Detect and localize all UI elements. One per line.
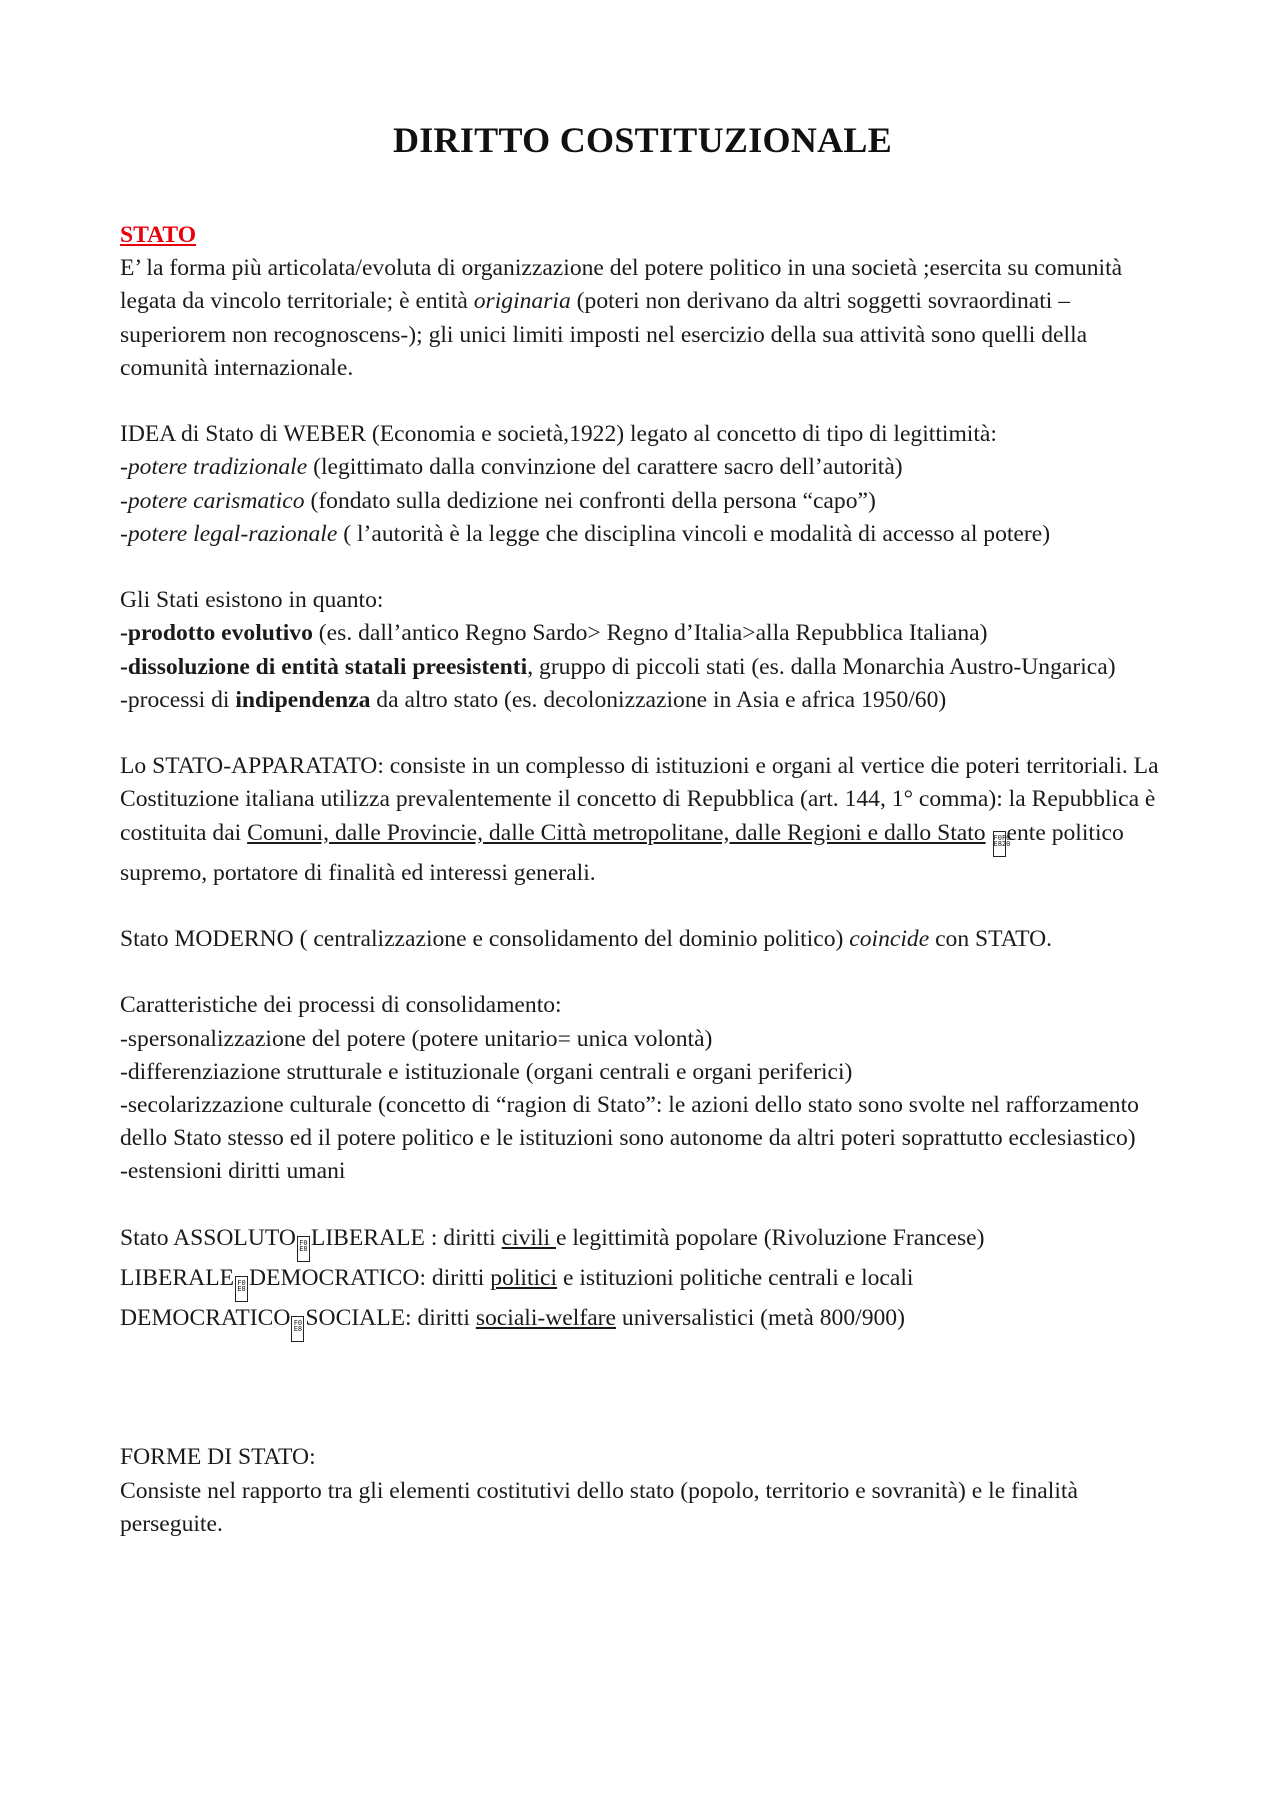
stato-definition: E’ la forma più articolata/evoluta di organizzazione del potere politico in una società ;esercita su comunità legata da vincolo territoriale; è entità originaria (poteri non derivano da altri soggetti sovraordinati –superiorem non recognoscens-); gli unici limiti imposti nel esercizio della sua attività sono quelli della comunità internazionale. — [120, 255, 1123, 381]
evoluzione-row-democratico: DEMOCRATICO F0 E8 SOCIALE: diritti sociali-welfare universalistici (metà 800/900) — [120, 1302, 1165, 1342]
stato-apparato-paragraph: Lo STATO-APPARATATO: consiste in un complesso di istituzioni e organi al vertice die poteri territoriali. La Costituzione italiana utilizza prevalentemente il concetto di Repubblica (art. 144, 1° comma): la Repubblica è costituita dai Comuni, dalle Provincie, dalle Città metropolitane, dalle Regioni e dallo Stato F0F0 E820ente politico supremo, portatore di finalità ed interessi generali. — [120, 753, 1159, 886]
esistono-item-dissoluzione: -dissoluzione di entità statali preesistenti, gruppo di piccoli stati (es. dalla Monarchia Austro-Ungarica) — [120, 653, 1116, 680]
section-heading-stato: STATO — [120, 222, 197, 248]
weber-intro: IDEA di Stato di WEBER (Economia e società,1922) legato al concetto di tipo di legittimità: — [120, 421, 997, 448]
arrow-glyph-icon: F0 E8 — [297, 1236, 310, 1262]
weber-item-legal-razionale: -potere legal-razionale ( l’autorità è la legge che disciplina vincoli e modalità di accesso al potere) — [120, 520, 1051, 547]
evoluzione-row-liberale: LIBERALE F0 E8 DEMOCRATICO: diritti politici e istituzioni politiche centrali e locali — [120, 1262, 1165, 1302]
caratteristiche-item: -spersonalizzazione del potere (potere unitario= unica volontà) — [120, 1025, 713, 1052]
document-title: DIRITTO COSTITUZIONALE — [392, 120, 893, 160]
forme-di-stato-heading: FORME DI STATO: — [120, 1444, 316, 1471]
forme-di-stato-text: Consiste nel rapporto tra gli elementi costitutivi dello stato (popolo, territorio e sovranità) e le finalità perseguite. — [120, 1477, 1078, 1537]
caratteristiche-item: -differenziazione strutturale e istituzionale (organi centrali e organi periferici) — [120, 1058, 853, 1085]
weber-item-carismatico: -potere carismatico (fondato sulla dedizione nei confronti della persona “capo”) — [120, 487, 876, 514]
esistono-intro: Gli Stati esistono in quanto: — [120, 587, 384, 614]
caratteristiche-item: -secolarizzazione culturale (concetto di “ragion di Stato”: le azioni dello stato sono svolte nel rafforzamento dello Stato stesso ed il potere politico e le istituzioni sono autonome da altri poteri soprattutto ecclesiastico) — [120, 1092, 1139, 1152]
caratteristiche-intro: Caratteristiche dei processi di consolidamento: — [120, 992, 562, 1019]
arrow-glyph-icon: F0 E8 — [291, 1316, 304, 1342]
stato-moderno-paragraph: Stato MODERNO ( centralizzazione e consolidamento del dominio politico) coincide con STATO. — [120, 926, 1053, 952]
weber-item-tradizionale: -potere tradizionale (legittimato dalla convinzione del carattere sacro dell’autorità) — [120, 454, 903, 481]
esistono-item-indipendenza: -processi di indipendenza da altro stato (es. decolonizzazione in Asia e africa 1950/60) — [120, 686, 947, 713]
document-body — [120, 219, 1165, 1541]
evoluzione-row-assoluto: Stato ASSOLUTO F0 E8 LIBERALE : diritti civili e legittimità popolare (Rivoluzione Francese) — [120, 1222, 1165, 1262]
missing-glyph-icon: F0F0 E820 — [993, 831, 1006, 857]
esistono-item-evolutivo: -prodotto evolutivo (es. dall’antico Regno Sardo> Regno d’Italia>alla Repubblica Italiana) — [120, 620, 988, 647]
arrow-glyph-icon: F0 E8 — [235, 1276, 248, 1302]
caratteristiche-item: -estensioni diritti umani — [120, 1158, 346, 1185]
